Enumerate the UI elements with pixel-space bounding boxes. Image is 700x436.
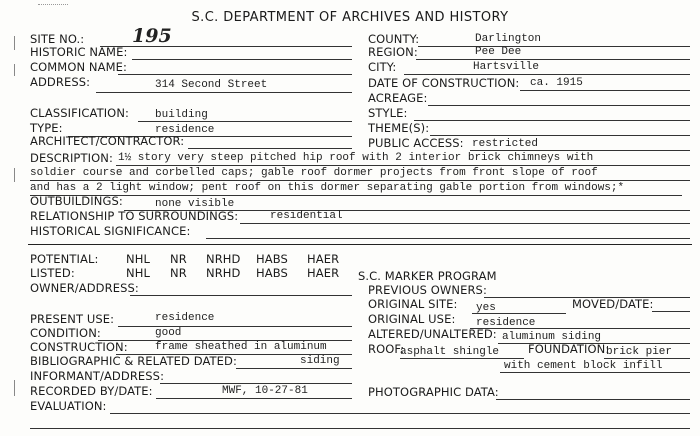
- evaluation-line: [110, 413, 690, 414]
- original-site-label: ORIGINAL SITE:: [368, 297, 458, 311]
- architect-line: [188, 148, 352, 149]
- region-line: [416, 59, 690, 60]
- foundation-label: FOUNDATION:: [528, 342, 610, 356]
- original-site-line: [472, 313, 566, 314]
- acreage-line: [428, 105, 690, 106]
- relationship-label: RELATIONSHIP TO SURROUNDINGS:: [30, 209, 239, 223]
- address-line: [96, 92, 352, 93]
- roof-value: asphalt shingle: [400, 346, 500, 358]
- acreage-label: ACREAGE:: [368, 91, 428, 105]
- classification-line: [138, 121, 352, 122]
- region-label: REGION:: [368, 45, 418, 59]
- left-margin-mark: [14, 36, 15, 50]
- section-divider: [28, 244, 692, 245]
- recorded-by-value: MWF, 10-27-81: [222, 385, 308, 397]
- foundation-continued-line: [500, 372, 690, 373]
- city-label: CITY:: [368, 60, 397, 74]
- date-of-construction-value: ca. 1915: [530, 77, 583, 89]
- original-use-line: [470, 328, 690, 329]
- site-no-value: 195: [132, 25, 172, 47]
- recorded-by-line: [156, 398, 352, 399]
- marker-program-label: S.C. MARKER PROGRAM: [358, 269, 497, 283]
- original-use-label: ORIGINAL USE:: [368, 312, 456, 326]
- classification-label: CLASSIFICATION:: [30, 106, 130, 120]
- construction-value: frame sheathed in aluminum: [155, 341, 327, 353]
- listed-option-nhl: NHL: [126, 266, 150, 280]
- previous-owners-label: PREVIOUS OWNERS:: [368, 283, 487, 297]
- listed-option-habs: HABS: [256, 266, 288, 280]
- present-use-label: PRESENT USE:: [30, 312, 115, 326]
- description-line-2: soldier course and corbelled caps; gable roof dormer projects from front slope of roof: [30, 167, 598, 179]
- moved-date-line: [652, 311, 690, 312]
- altered-label: ALTERED/UNALTERED:: [368, 327, 497, 341]
- outbuildings-label: OUTBUILDINGS:: [30, 194, 123, 208]
- construction-label: CONSTRUCTION:: [30, 340, 128, 354]
- county-label: COUNTY:: [368, 32, 420, 46]
- date-of-construction-line: [520, 90, 690, 91]
- description-line-3: and has a 2 light window; pent roof on this dormer separating gable portion from windows;*: [30, 182, 625, 194]
- historic-name-line: [132, 59, 352, 60]
- public-access-line: [470, 150, 690, 151]
- description-line-1: 1½ story very steep pitched hip roof with 2 interior brick chimneys with: [118, 152, 594, 164]
- type-value: residence: [155, 124, 215, 136]
- historical-significance-label: HISTORICAL SIGNIFICANCE:: [30, 224, 191, 238]
- condition-label: CONDITION:: [30, 326, 101, 340]
- architect-label: ARCHITECT/CONTRACTOR:: [30, 134, 185, 148]
- present-use-value: residence: [155, 312, 215, 324]
- historic-name-label: HISTORIC NAME:: [30, 45, 128, 59]
- moved-date-label: MOVED/DATE:: [572, 297, 654, 311]
- classification-value: building: [155, 109, 208, 121]
- themes-label: THEME(S):: [368, 121, 430, 135]
- bibliographic-line: [236, 368, 352, 369]
- region-value: Pee Dee: [475, 46, 522, 58]
- altered-value: aluminum siding: [502, 331, 602, 343]
- roof-label: ROOF:: [368, 342, 405, 356]
- form-title: S.C. DEPARTMENT OF ARCHIVES AND HISTORY: [191, 10, 509, 25]
- listed-option-haer: HAER: [307, 266, 340, 280]
- foundation-value-continued: with cement block infill: [504, 360, 663, 372]
- owner-address-line: [130, 295, 352, 296]
- recorded-by-label: RECORDED BY/DATE:: [30, 384, 153, 398]
- potential-label: POTENTIAL:: [30, 252, 99, 266]
- themes-line: [430, 135, 690, 136]
- potential-option-nrhd: NRHD: [206, 252, 241, 266]
- listed-label: LISTED:: [30, 266, 75, 280]
- potential-option-habs: HABS: [256, 252, 288, 266]
- relationship-line: [240, 223, 690, 224]
- top-margin-mark: [38, 4, 68, 5]
- description-rule-3: [30, 195, 682, 196]
- listed-option-nrhd: NRHD: [206, 266, 241, 280]
- informant-line: [160, 383, 352, 384]
- common-name-label: COMMON NAME:: [30, 60, 127, 74]
- address-label: ADDRESS:: [30, 75, 91, 89]
- outbuildings-value: none visible: [155, 198, 235, 210]
- bibliographic-label: BIBLIOGRAPHIC & RELATED DATED:: [30, 354, 237, 368]
- photographic-data-line: [496, 399, 690, 400]
- county-line: [418, 46, 690, 47]
- present-use-line: [118, 326, 352, 327]
- original-site-value: yes: [476, 302, 496, 314]
- condition-value: good: [155, 327, 182, 339]
- description-label: DESCRIPTION:: [30, 151, 113, 165]
- informant-label: INFORMANT/ADDRESS:: [30, 369, 165, 383]
- site-no-label: SITE NO.:: [30, 32, 85, 46]
- left-margin-mark: [14, 64, 15, 76]
- left-margin-mark: [14, 168, 15, 182]
- potential-option-nr: NR: [170, 252, 187, 266]
- county-value: Darlington: [475, 33, 542, 45]
- site-no-line: [100, 46, 352, 47]
- address-value: 314 Second Street: [155, 79, 268, 91]
- city-value: Hartsville: [473, 61, 540, 73]
- city-line: [404, 74, 690, 75]
- original-use-value: residence: [476, 317, 536, 329]
- evaluation-line-2: [30, 428, 690, 429]
- description-rule-1: [116, 165, 690, 166]
- public-access-value: restricted: [472, 138, 539, 150]
- style-label: STYLE:: [368, 106, 408, 120]
- description-rule-2: [30, 180, 690, 181]
- evaluation-label: EVALUATION:: [30, 399, 107, 413]
- potential-option-nhl: NHL: [126, 252, 150, 266]
- public-access-label: PUBLIC ACCESS:: [368, 136, 464, 150]
- relationship-value: residential: [270, 210, 343, 222]
- listed-option-nr: NR: [170, 266, 187, 280]
- foundation-line: [604, 358, 690, 359]
- owner-address-label: OWNER/ADDRESS:: [30, 281, 139, 295]
- left-margin-mark: [14, 380, 15, 396]
- common-name-line: [118, 74, 352, 75]
- bibliographic-value: siding: [300, 355, 340, 367]
- foundation-value: brick pier: [606, 346, 673, 358]
- historical-significance-line: [206, 238, 690, 239]
- photographic-data-label: PHOTOGRAPHIC DATA:: [368, 385, 499, 399]
- date-of-construction-label: DATE OF CONSTRUCTION:: [368, 76, 520, 90]
- roof-line: [400, 358, 524, 359]
- potential-option-haer: HAER: [307, 252, 340, 266]
- style-line: [414, 120, 690, 121]
- type-label: TYPE:: [30, 121, 63, 135]
